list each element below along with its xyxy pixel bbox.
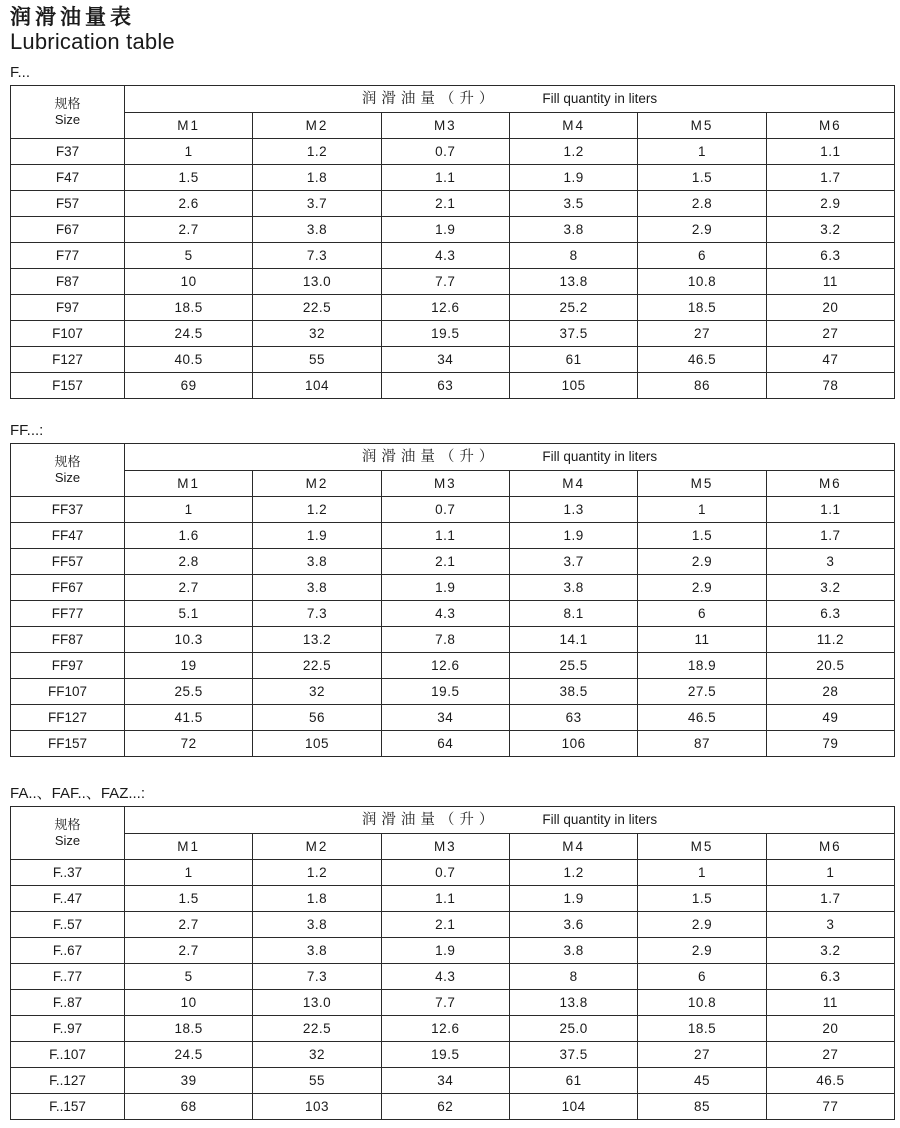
fill-quantity-cell: 32 xyxy=(253,679,381,705)
fill-quantity-cell: 77 xyxy=(766,1094,894,1120)
fill-quantity-cell: 3.8 xyxy=(509,217,637,243)
size-cell: F..97 xyxy=(11,1016,125,1042)
fill-quantity-cell: 72 xyxy=(125,731,253,757)
fill-quantity-cell: 1.3 xyxy=(509,497,637,523)
fill-quantity-cell: 6.3 xyxy=(766,243,894,269)
fill-quantity-cell: 3.8 xyxy=(253,938,381,964)
mount-position-header: M4 xyxy=(509,471,637,497)
size-cell: F..67 xyxy=(11,938,125,964)
fill-quantity-cell: 27.5 xyxy=(638,679,766,705)
fill-quantity-cell: 5.1 xyxy=(125,601,253,627)
fill-quantity-cell: 34 xyxy=(381,705,509,731)
fill-quantity-cell: 24.5 xyxy=(125,1042,253,1068)
fill-quantity-cell: 6.3 xyxy=(766,601,894,627)
fill-quantity-cell: 8 xyxy=(509,964,637,990)
fill-quantity-cell: 37.5 xyxy=(509,321,637,347)
table-row xyxy=(11,347,895,373)
fill-quantity-cell: 1.5 xyxy=(638,523,766,549)
fill-quantity-cell: 4.3 xyxy=(381,601,509,627)
fill-quantity-cell: 1.6 xyxy=(125,523,253,549)
fill-quantity-cell: 38.5 xyxy=(509,679,637,705)
size-cell: F127 xyxy=(11,347,125,373)
fill-quantity-cell: 7.8 xyxy=(381,627,509,653)
fill-quantity-cell: 1 xyxy=(125,860,253,886)
fill-quantity-cell: 3.8 xyxy=(253,575,381,601)
size-cell: F67 xyxy=(11,217,125,243)
fill-quantity-cell: 1.1 xyxy=(766,139,894,165)
size-cell: F97 xyxy=(11,295,125,321)
fill-quantity-cell: 27 xyxy=(638,321,766,347)
size-cell: F..37 xyxy=(11,860,125,886)
fill-quantity-cell: 3.2 xyxy=(766,938,894,964)
fill-quantity-cell: 25.5 xyxy=(509,653,637,679)
fill-quantity-cell: 3.2 xyxy=(766,217,894,243)
fill-quantity-header-en: Fill quantity in liters xyxy=(542,812,658,827)
fill-quantity-cell: 2.7 xyxy=(125,912,253,938)
fill-quantity-cell: 13.8 xyxy=(509,269,637,295)
mount-position-header: M1 xyxy=(125,834,253,860)
fill-quantity-cell: 105 xyxy=(509,373,637,399)
size-cell: F77 xyxy=(11,243,125,269)
fill-quantity-cell: 2.9 xyxy=(638,912,766,938)
fill-quantity-cell: 1.9 xyxy=(509,165,637,191)
size-cell: F..107 xyxy=(11,1042,125,1068)
table-row xyxy=(11,243,895,269)
fill-quantity-cell: 2.8 xyxy=(125,549,253,575)
size-cell: FF97 xyxy=(11,653,125,679)
table-row xyxy=(11,860,895,886)
fill-quantity-cell: 25.2 xyxy=(509,295,637,321)
mount-position-header: M4 xyxy=(509,113,637,139)
table-row xyxy=(11,1016,895,1042)
fill-quantity-cell: 22.5 xyxy=(253,653,381,679)
fill-quantity-cell: 2.9 xyxy=(638,549,766,575)
fill-quantity-cell: 3.8 xyxy=(253,217,381,243)
fill-quantity-cell: 1.8 xyxy=(253,886,381,912)
fill-quantity-cell: 25.5 xyxy=(125,679,253,705)
fill-quantity-cell: 19 xyxy=(125,653,253,679)
fill-quantity-cell: 3.8 xyxy=(253,549,381,575)
table-row xyxy=(11,373,895,399)
table-row xyxy=(11,912,895,938)
header-row xyxy=(11,807,895,834)
mount-header-row xyxy=(11,834,895,860)
fill-quantity-cell: 11 xyxy=(766,269,894,295)
table-row xyxy=(11,217,895,243)
size-cell: FF87 xyxy=(11,627,125,653)
fill-quantity-cell: 10 xyxy=(125,990,253,1016)
table-row xyxy=(11,321,895,347)
mount-position-header: M5 xyxy=(638,471,766,497)
size-cell: FF77 xyxy=(11,601,125,627)
fill-quantity-cell: 3 xyxy=(766,549,894,575)
fill-quantity-cell: 1.7 xyxy=(766,523,894,549)
fill-quantity-cell: 28 xyxy=(766,679,894,705)
section-label-f: F... xyxy=(10,64,31,81)
fill-quantity-cell: 2.7 xyxy=(125,217,253,243)
fill-quantity-cell: 1.9 xyxy=(253,523,381,549)
lubrication-table-f xyxy=(10,85,895,399)
fill-quantity-cell: 63 xyxy=(509,705,637,731)
table-row xyxy=(11,139,895,165)
fill-quantity-cell: 7.7 xyxy=(381,990,509,1016)
fill-quantity-cell: 3.5 xyxy=(509,191,637,217)
fill-quantity-cell: 56 xyxy=(253,705,381,731)
mount-position-header: M6 xyxy=(766,471,894,497)
table-row xyxy=(11,549,895,575)
fill-quantity-cell: 13.2 xyxy=(253,627,381,653)
size-header xyxy=(11,807,125,860)
fill-quantity-cell: 19.5 xyxy=(381,321,509,347)
fill-quantity-cell: 1 xyxy=(766,860,894,886)
fill-quantity-cell: 86 xyxy=(638,373,766,399)
fill-quantity-cell: 4.3 xyxy=(381,964,509,990)
mount-position-header: M3 xyxy=(381,471,509,497)
fill-quantity-cell: 3.6 xyxy=(509,912,637,938)
fill-quantity-header xyxy=(125,807,895,834)
section-label-ff: FF...: xyxy=(10,422,44,439)
size-cell: FF107 xyxy=(11,679,125,705)
fill-quantity-cell: 12.6 xyxy=(381,1016,509,1042)
table-row xyxy=(11,964,895,990)
table-row xyxy=(11,295,895,321)
fill-quantity-cell: 1.1 xyxy=(381,523,509,549)
size-cell: FF47 xyxy=(11,523,125,549)
table-row xyxy=(11,497,895,523)
fill-quantity-cell: 18.5 xyxy=(125,1016,253,1042)
fill-quantity-cell: 1.5 xyxy=(125,165,253,191)
fill-quantity-cell: 106 xyxy=(509,731,637,757)
fill-quantity-cell: 103 xyxy=(253,1094,381,1120)
size-header-en: Size xyxy=(54,112,81,127)
size-cell: FF157 xyxy=(11,731,125,757)
fill-quantity-cell: 40.5 xyxy=(125,347,253,373)
fill-quantity-cell: 46.5 xyxy=(766,1068,894,1094)
fill-quantity-cell: 6 xyxy=(638,601,766,627)
size-header-cn: 规格 xyxy=(54,454,81,469)
fill-quantity-header xyxy=(125,444,895,471)
fill-quantity-cell: 61 xyxy=(509,347,637,373)
fill-quantity-cell: 19.5 xyxy=(381,1042,509,1068)
fill-quantity-cell: 37.5 xyxy=(509,1042,637,1068)
fill-quantity-cell: 62 xyxy=(381,1094,509,1120)
fill-quantity-cell: 2.1 xyxy=(381,549,509,575)
size-cell: F..57 xyxy=(11,912,125,938)
fill-quantity-cell: 104 xyxy=(509,1094,637,1120)
fill-quantity-cell: 105 xyxy=(253,731,381,757)
fill-quantity-cell: 1 xyxy=(638,497,766,523)
fill-quantity-cell: 1 xyxy=(638,139,766,165)
table-row xyxy=(11,269,895,295)
mount-header-row xyxy=(11,113,895,139)
lubrication-table-fa xyxy=(10,806,895,1120)
table-row xyxy=(11,938,895,964)
mount-position-header: M5 xyxy=(638,113,766,139)
table-row xyxy=(11,1068,895,1094)
fill-quantity-cell: 2.9 xyxy=(638,938,766,964)
fill-quantity-cell: 2.7 xyxy=(125,575,253,601)
fill-quantity-cell: 1 xyxy=(125,139,253,165)
fill-quantity-cell: 2.1 xyxy=(381,191,509,217)
fill-quantity-cell: 2.7 xyxy=(125,938,253,964)
size-header xyxy=(11,444,125,497)
mount-header-row xyxy=(11,471,895,497)
size-cell: F..47 xyxy=(11,886,125,912)
fill-quantity-cell: 27 xyxy=(766,1042,894,1068)
size-header xyxy=(11,86,125,139)
fill-quantity-cell: 1.5 xyxy=(125,886,253,912)
fill-quantity-cell: 2.6 xyxy=(125,191,253,217)
fill-quantity-cell: 18.5 xyxy=(638,1016,766,1042)
fill-quantity-cell: 0.7 xyxy=(381,860,509,886)
fill-quantity-cell: 3.7 xyxy=(253,191,381,217)
fill-quantity-cell: 46.5 xyxy=(638,705,766,731)
mount-position-header: M6 xyxy=(766,834,894,860)
table-row xyxy=(11,705,895,731)
size-cell: FF37 xyxy=(11,497,125,523)
mount-position-header: M3 xyxy=(381,834,509,860)
fill-quantity-cell: 18.5 xyxy=(638,295,766,321)
size-header-cn: 规格 xyxy=(54,817,81,832)
mount-position-header: M4 xyxy=(509,834,637,860)
fill-quantity-cell: 1 xyxy=(125,497,253,523)
fill-quantity-cell: 1.1 xyxy=(381,886,509,912)
fill-quantity-cell: 1.8 xyxy=(253,165,381,191)
fill-quantity-cell: 13.0 xyxy=(253,269,381,295)
fill-quantity-cell: 34 xyxy=(381,347,509,373)
table-row xyxy=(11,679,895,705)
fill-quantity-cell: 10.3 xyxy=(125,627,253,653)
fill-quantity-cell: 5 xyxy=(125,964,253,990)
fill-quantity-cell: 1.2 xyxy=(509,860,637,886)
table-row xyxy=(11,1042,895,1068)
mount-position-header: M1 xyxy=(125,113,253,139)
fill-quantity-cell: 0.7 xyxy=(381,497,509,523)
fill-quantity-cell: 39 xyxy=(125,1068,253,1094)
fill-quantity-cell: 11 xyxy=(638,627,766,653)
table-row xyxy=(11,653,895,679)
fill-quantity-cell: 32 xyxy=(253,321,381,347)
fill-quantity-cell: 14.1 xyxy=(509,627,637,653)
fill-quantity-cell: 41.5 xyxy=(125,705,253,731)
fill-quantity-cell: 4.3 xyxy=(381,243,509,269)
table-row xyxy=(11,627,895,653)
fill-quantity-cell: 1 xyxy=(638,860,766,886)
fill-quantity-header-en: Fill quantity in liters xyxy=(542,449,658,464)
fill-quantity-cell: 19.5 xyxy=(381,679,509,705)
fill-quantity-cell: 2.1 xyxy=(381,912,509,938)
table-row xyxy=(11,1094,895,1120)
fill-quantity-cell: 79 xyxy=(766,731,894,757)
fill-quantity-header-cn: 润滑油量（升） xyxy=(361,449,499,465)
fill-quantity-cell: 20 xyxy=(766,295,894,321)
fill-quantity-cell: 1.9 xyxy=(381,938,509,964)
fill-quantity-header-en: Fill quantity in liters xyxy=(542,91,658,106)
size-cell: FF57 xyxy=(11,549,125,575)
table-row xyxy=(11,886,895,912)
fill-quantity-cell: 3.2 xyxy=(766,575,894,601)
table-row xyxy=(11,601,895,627)
fill-quantity-cell: 1.2 xyxy=(253,860,381,886)
table-row xyxy=(11,523,895,549)
fill-quantity-cell: 104 xyxy=(253,373,381,399)
fill-quantity-cell: 22.5 xyxy=(253,1016,381,1042)
fill-quantity-cell: 6.3 xyxy=(766,964,894,990)
fill-quantity-cell: 5 xyxy=(125,243,253,269)
mount-position-header: M2 xyxy=(253,113,381,139)
fill-quantity-cell: 3.8 xyxy=(253,912,381,938)
fill-quantity-cell: 6 xyxy=(638,243,766,269)
fill-quantity-cell: 13.0 xyxy=(253,990,381,1016)
fill-quantity-cell: 6 xyxy=(638,964,766,990)
fill-quantity-cell: 63 xyxy=(381,373,509,399)
fill-quantity-cell: 2.9 xyxy=(766,191,894,217)
fill-quantity-cell: 1.7 xyxy=(766,886,894,912)
fill-quantity-cell: 2.9 xyxy=(638,217,766,243)
page-title-cn: 润滑油量表 xyxy=(10,5,135,29)
header-row xyxy=(11,86,895,113)
fill-quantity-header xyxy=(125,86,895,113)
fill-quantity-cell: 18.9 xyxy=(638,653,766,679)
table-row xyxy=(11,990,895,1016)
fill-quantity-cell: 55 xyxy=(253,1068,381,1094)
fill-quantity-cell: 18.5 xyxy=(125,295,253,321)
table-row xyxy=(11,731,895,757)
size-cell: FF67 xyxy=(11,575,125,601)
fill-quantity-cell: 47 xyxy=(766,347,894,373)
size-cell: F..127 xyxy=(11,1068,125,1094)
fill-quantity-header-cn: 润滑油量（升） xyxy=(361,812,499,828)
mount-position-header: M5 xyxy=(638,834,766,860)
size-cell: F..77 xyxy=(11,964,125,990)
size-cell: F..157 xyxy=(11,1094,125,1120)
fill-quantity-cell: 27 xyxy=(766,321,894,347)
fill-quantity-cell: 2.9 xyxy=(638,575,766,601)
section-label-fa: FA..、FAF..、FAZ...: xyxy=(10,785,146,802)
fill-quantity-cell: 34 xyxy=(381,1068,509,1094)
fill-quantity-cell: 1.9 xyxy=(509,523,637,549)
fill-quantity-cell: 0.7 xyxy=(381,139,509,165)
fill-quantity-cell: 1.2 xyxy=(253,139,381,165)
fill-quantity-cell: 1.1 xyxy=(381,165,509,191)
table-row xyxy=(11,165,895,191)
size-cell: F107 xyxy=(11,321,125,347)
mount-position-header: M6 xyxy=(766,113,894,139)
fill-quantity-cell: 10 xyxy=(125,269,253,295)
fill-quantity-cell: 3.8 xyxy=(509,938,637,964)
fill-quantity-cell: 78 xyxy=(766,373,894,399)
fill-quantity-cell: 1.1 xyxy=(766,497,894,523)
fill-quantity-cell: 49 xyxy=(766,705,894,731)
fill-quantity-cell: 20 xyxy=(766,1016,894,1042)
size-cell: FF127 xyxy=(11,705,125,731)
fill-quantity-cell: 3.7 xyxy=(509,549,637,575)
fill-quantity-cell: 32 xyxy=(253,1042,381,1068)
fill-quantity-cell: 61 xyxy=(509,1068,637,1094)
fill-quantity-cell: 55 xyxy=(253,347,381,373)
size-header-en: Size xyxy=(54,833,81,848)
fill-quantity-cell: 12.6 xyxy=(381,295,509,321)
size-cell: F87 xyxy=(11,269,125,295)
header-row xyxy=(11,444,895,471)
fill-quantity-cell: 8 xyxy=(509,243,637,269)
fill-quantity-cell: 8.1 xyxy=(509,601,637,627)
mount-position-header: M2 xyxy=(253,834,381,860)
fill-quantity-cell: 25.0 xyxy=(509,1016,637,1042)
fill-quantity-cell: 10.8 xyxy=(638,269,766,295)
fill-quantity-cell: 1.2 xyxy=(253,497,381,523)
size-cell: F57 xyxy=(11,191,125,217)
fill-quantity-cell: 46.5 xyxy=(638,347,766,373)
size-header-en: Size xyxy=(54,470,81,485)
table-row xyxy=(11,191,895,217)
fill-quantity-cell: 1.9 xyxy=(381,217,509,243)
fill-quantity-cell: 87 xyxy=(638,731,766,757)
fill-quantity-cell: 1.5 xyxy=(638,165,766,191)
fill-quantity-cell: 1.9 xyxy=(381,575,509,601)
fill-quantity-cell: 2.8 xyxy=(638,191,766,217)
mount-position-header: M3 xyxy=(381,113,509,139)
table-row xyxy=(11,575,895,601)
fill-quantity-cell: 7.3 xyxy=(253,243,381,269)
fill-quantity-cell: 3.8 xyxy=(509,575,637,601)
size-cell: F..87 xyxy=(11,990,125,1016)
size-cell: F47 xyxy=(11,165,125,191)
fill-quantity-header-cn: 润滑油量（升） xyxy=(361,91,499,107)
size-cell: F37 xyxy=(11,139,125,165)
fill-quantity-cell: 1.9 xyxy=(509,886,637,912)
fill-quantity-cell: 1.2 xyxy=(509,139,637,165)
fill-quantity-cell: 68 xyxy=(125,1094,253,1120)
fill-quantity-cell: 3 xyxy=(766,912,894,938)
fill-quantity-cell: 1.5 xyxy=(638,886,766,912)
fill-quantity-cell: 13.8 xyxy=(509,990,637,1016)
fill-quantity-cell: 7.3 xyxy=(253,601,381,627)
fill-quantity-cell: 69 xyxy=(125,373,253,399)
fill-quantity-cell: 7.3 xyxy=(253,964,381,990)
fill-quantity-cell: 7.7 xyxy=(381,269,509,295)
fill-quantity-cell: 1.7 xyxy=(766,165,894,191)
fill-quantity-cell: 22.5 xyxy=(253,295,381,321)
fill-quantity-cell: 10.8 xyxy=(638,990,766,1016)
size-header-cn: 规格 xyxy=(54,96,81,111)
fill-quantity-cell: 11.2 xyxy=(766,627,894,653)
fill-quantity-cell: 27 xyxy=(638,1042,766,1068)
fill-quantity-cell: 11 xyxy=(766,990,894,1016)
mount-position-header: M2 xyxy=(253,471,381,497)
fill-quantity-cell: 45 xyxy=(638,1068,766,1094)
fill-quantity-cell: 20.5 xyxy=(766,653,894,679)
fill-quantity-cell: 64 xyxy=(381,731,509,757)
mount-position-header: M1 xyxy=(125,471,253,497)
fill-quantity-cell: 24.5 xyxy=(125,321,253,347)
page-title-en: Lubrication table xyxy=(10,29,175,54)
size-cell: F157 xyxy=(11,373,125,399)
fill-quantity-cell: 12.6 xyxy=(381,653,509,679)
fill-quantity-cell: 85 xyxy=(638,1094,766,1120)
lubrication-table-ff xyxy=(10,443,895,757)
